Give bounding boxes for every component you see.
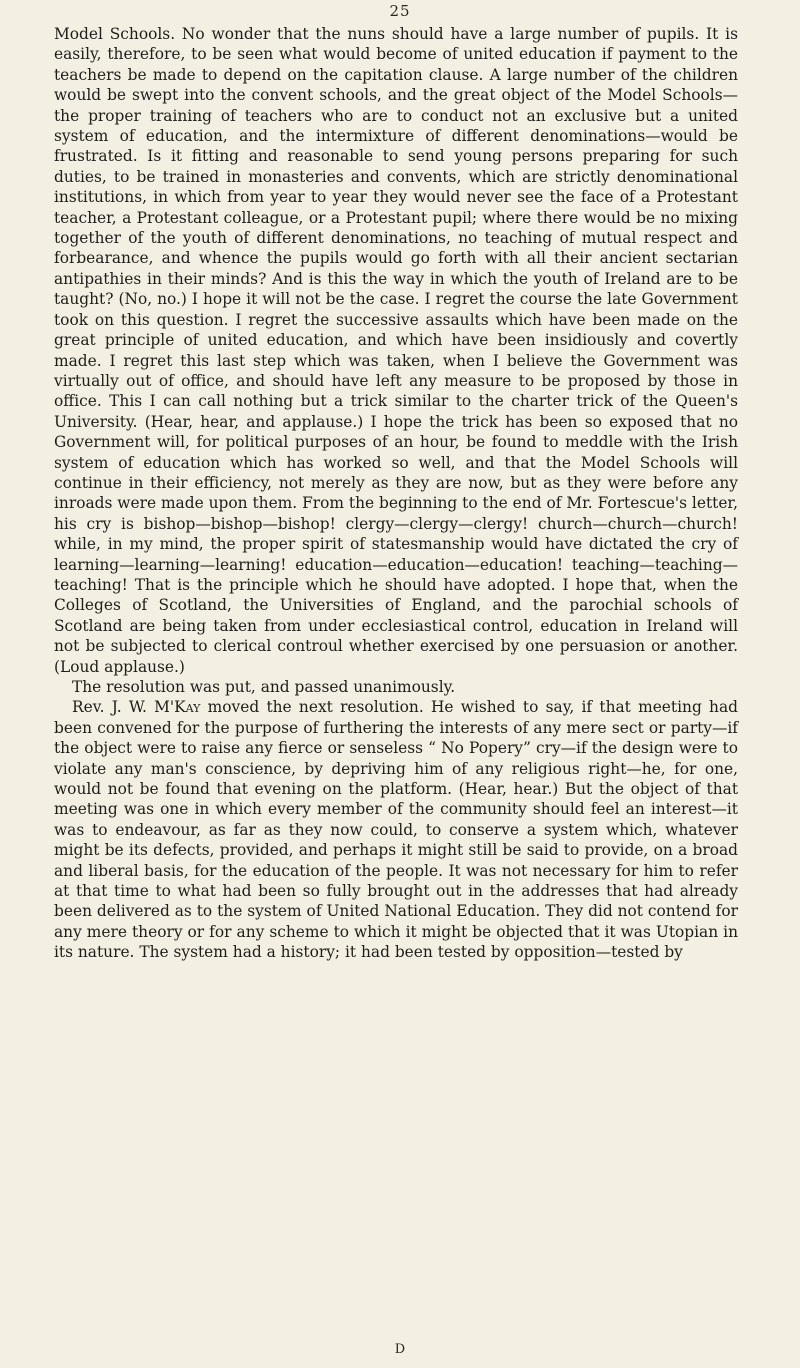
paragraph-speech: Model Schools. No wonder that the nuns should have a large number of pupils. It is easily, therefore, to be seen what would become of united education if payment to the teachers be made to depend on the capitation clause. A large number of the children would be swept into the convent schools, and the great object of the Model Schools—the proper training of teachers who are to conduct not an exclusive but a united system of education, and the intermixture of different denominations—would be frustrated. Is it fitting and reasonable to send young persons preparing for such duties, to be trained in monasteries and convents, which are strictly denominational institutions, in which from year to year they would never see the face of a Protestant teacher, a Protestant colleague, or a Protestant pupil; where there would be no mixing together of the youth of different denominations, no teaching of mutual respect and forbearance, and whence the pupils would go forth with all their ancient sectarian antipathies in their minds? And is this the way in which the youth of Ireland are to be taught? (No, no.) I hope it will not be the case. I regret the course the late Government took on this question. I regret the successive assaults which have been made on the great principle of united education, and which have been insidiously and covertly made. I regret this last step which was taken, when I believe the Government was virtually out of office, and should have left any measure to be proposed by those in office. This I can call nothing but a trick similar to the charter trick of the Queen's University. (Hear, hear, and applause.) I hope the trick has been so exposed that no Government will, for political purposes of an hour, be found to meddle with the Irish system of education which has worked so well, and that the Model Schools will continue in their efficiency, not merely as they are now, but as they were before any inroads were made upon them. From the beginning to the end of Mr. Fortescue's letter, his cry is bishop—bishop—bishop! clergy—clergy—clergy! church—church—church! while, in my mind, the proper spirit of statesmanship would have dictated the cry of learning—learning—learning! education—education—education! teaching—teaching—teaching! That is the principle which he should have adopted. I hope that, when the Colleges of Scotland, the Universities of England, and the parochial schools of Scotland are being taken from under ecclesiastical control, education in Ireland will not be subjected to clerical controul whether exercised by one persuasion or another. (Loud applause.) bbox=[54, 25, 738, 676]
paragraph-mkay-resolution bbox=[54, 697, 738, 962]
body-text bbox=[54, 24, 738, 963]
paragraph-mkay-text: moved the next resolution. He wished to say, if that meeting had been convened for the purpose of furthering the interests of any mere sect or party—if the object were to raise any fierce or senseless “ No Popery” cry—if the design were to violate any man's conscience, by depriving him of any religious right—he, for one, would not be found that evening on the platform. (Hear, hear.) But the object of that meeting was one in which every member of the community should feel an interest—it was to endeavour, as far as they now could, to conserve a system which, whatever might be its defects, provided, and perhaps it might still be said to provide, on a broad and liberal basis, for the education of the people. It was not necessary for him to refer at that time to what had been so fully brought out in the addresses that had already been delivered as to the system of United National Education. They did not contend for any mere theory or for any scheme to which it might be objected that it was Utopian in its nature. The system had a history; it had been tested by opposition—tested by bbox=[54, 698, 738, 962]
page-number: 25 bbox=[389, 2, 411, 20]
paragraph-resolution-passed: The resolution was put, and passed unanimously. bbox=[72, 678, 456, 696]
speaker-prefix: Rev. J. W. M' bbox=[72, 698, 175, 717]
speaker-name: Kay bbox=[174, 698, 201, 717]
signature-mark: D bbox=[394, 1342, 406, 1357]
